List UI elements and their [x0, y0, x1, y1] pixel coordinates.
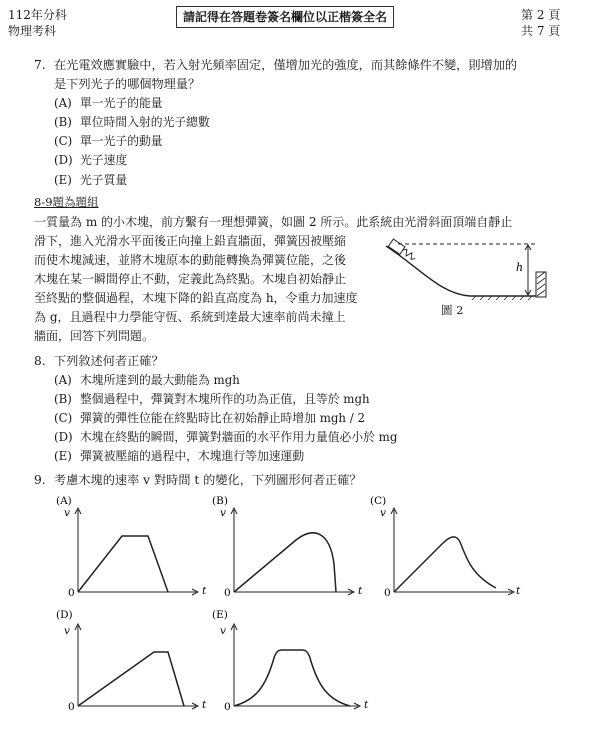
- group-text-line7: 牆面，回答下列問題。: [34, 329, 155, 343]
- group-text-line2: 滑下，進入光滑水平面後正向撞上鉛直牆面，彈簧因被壓縮: [34, 234, 347, 248]
- q9-stem: 考慮木塊的速率 v 對時間 t 的變化，下列圖形何者正確？: [54, 473, 362, 487]
- q8-option-b: (B) 整個過程中，彈簧對木塊所作的功為正值，且等於 mgh: [54, 392, 370, 406]
- q7-number: 7.: [34, 58, 46, 72]
- header-subject: 物理考科: [8, 24, 57, 38]
- group-title: 8-9題為題組: [34, 195, 99, 209]
- graph-c-origin: 0: [384, 587, 391, 599]
- q7-option-d: (D) 光子速度: [54, 153, 128, 167]
- graph-c: [366, 492, 526, 604]
- graph-d-curve: [78, 652, 184, 706]
- figure-2-caption: 圖 2: [441, 303, 464, 317]
- graph-d-label: (D): [56, 609, 73, 621]
- q7-stem-line2: 是下列光子的哪個物理量？: [54, 77, 201, 91]
- graph-a-ylabel: v: [64, 507, 70, 519]
- graph-b-ylabel: v: [220, 507, 226, 519]
- graph-e-origin: 0: [224, 701, 231, 713]
- q7-stem-line1: 在光電效應實驗中，若入射光頻率固定，僅增加光的強度，而其餘條件不變，則增加的: [54, 58, 518, 72]
- graph-c-label: (C): [370, 495, 387, 507]
- graph-b-label: (B): [212, 495, 228, 507]
- graph-a: [50, 492, 210, 604]
- q8-option-c: (C) 彈簧的彈性位能在終點時比在初始靜止時增加 mgh / 2: [54, 411, 366, 425]
- q8-option-a: (A) 木塊所達到的最大動能為 mgh: [54, 373, 240, 387]
- graph-e-curve: [234, 650, 350, 706]
- q7-option-e: (E) 光子質量: [54, 173, 128, 187]
- graph-a-xlabel: t: [202, 585, 207, 597]
- graph-e-ylabel: v: [220, 625, 226, 637]
- graph-b-xlabel: t: [358, 585, 363, 597]
- graph-b-origin: 0: [224, 587, 231, 599]
- signature-banner: 請記得在答題卷簽名欄位以正楷簽全名: [176, 6, 394, 28]
- graph-e: [206, 606, 376, 718]
- header-total-pages: 共 7 頁: [521, 24, 561, 38]
- graph-c-ylabel: v: [380, 507, 386, 519]
- graph-d: [50, 606, 210, 718]
- graph-d-xlabel: t: [202, 699, 207, 711]
- graph-e-xlabel: t: [364, 699, 369, 711]
- graph-b: [206, 492, 366, 604]
- q7-option-c: (C) 單一光子的動量: [54, 134, 163, 148]
- figure-2-incline: [380, 234, 560, 324]
- group-text-line5: 至終點的整個過程，木塊下降的鉛直高度為 h，令重力加速度: [34, 291, 358, 305]
- group-text-line3: 而使木塊減速，並將木塊原本的動能轉換為彈簧位能，之後: [34, 253, 347, 267]
- q7-option-b: (B) 單位時間入射的光子總數: [54, 115, 210, 129]
- header-page: 第 2 頁: [521, 8, 561, 22]
- graph-c-curve: [394, 537, 496, 592]
- graph-d-origin: 0: [68, 701, 75, 713]
- graph-d-ylabel: v: [64, 625, 70, 637]
- q8-option-d: (D) 木塊在終點的瞬間，彈簧對牆面的水平作用力量值必小於 mg: [54, 430, 398, 444]
- graph-a-origin: 0: [68, 587, 75, 599]
- q8-stem: 下列敘述何者正確？: [54, 354, 164, 368]
- q7-option-a: (A) 單一光子的能量: [54, 96, 163, 110]
- header-year-subject: 112年分科: [8, 8, 67, 22]
- graph-b-curve: [234, 533, 336, 592]
- group-text-line6: 為 g，且過程中力學能守恆、系統到達最大速率前尚未撞上: [34, 310, 346, 324]
- q8-number: 8.: [34, 354, 46, 368]
- graph-a-curve: [78, 536, 168, 592]
- group-text-line4: 木塊在某一瞬間停止不動，定義此為終點。木塊自初始靜止: [34, 272, 347, 286]
- graph-c-xlabel: t: [516, 585, 521, 597]
- graph-a-label: (A): [56, 495, 72, 507]
- figure-2-h-label: h: [516, 261, 524, 274]
- group-text-line1: 一質量為 m 的小木塊，前方繫有一理想彈簧，如圖 2 所示。此系統由光滑斜面頂端自靜止: [34, 215, 513, 229]
- graph-e-label: (E): [212, 609, 228, 621]
- q8-option-e: (E) 彈簧被壓縮的過程中，木塊進行等加速運動: [54, 449, 305, 463]
- q9-number: 9.: [34, 473, 46, 487]
